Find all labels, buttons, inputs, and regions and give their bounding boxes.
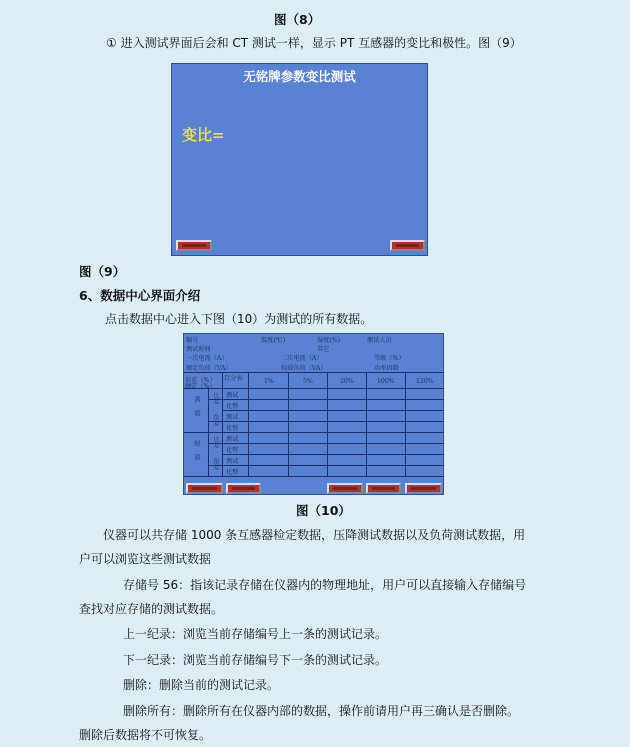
label-humidity: 湿度(%) xyxy=(317,337,341,344)
col-1: 1% xyxy=(264,378,274,385)
reduced-label: 化整 xyxy=(226,425,239,432)
table-line xyxy=(208,421,444,422)
percent-header: 百分表 xyxy=(224,375,243,382)
table-line xyxy=(222,410,444,411)
table-line xyxy=(208,443,444,444)
paragraph-storage-line1: 仪器可以共存储 1000 条互感器检定数据，压降测试数据以及负荷测试数据，用 xyxy=(103,528,526,542)
test-label: 测试 xyxy=(226,436,239,443)
table-line xyxy=(327,372,328,476)
label-temperature: 温度(℃) xyxy=(261,337,286,344)
label-grade: 等级（%） xyxy=(374,355,405,362)
delete-button[interactable] xyxy=(327,483,363,494)
screen-title: 无铭牌参数变比测试 xyxy=(243,69,356,84)
paragraph-storage-line2: 户可以浏览这些测试数据 xyxy=(79,552,212,566)
reduced-label: 化整 xyxy=(226,403,239,410)
paragraph-delete-all-line2: 删除后数据将不可恢复。 xyxy=(79,728,212,742)
label-light-load: 轻载负荷（VA） xyxy=(281,365,327,372)
section-heading: 6、数据中心界面介绍 xyxy=(79,288,201,303)
right-button[interactable] xyxy=(390,240,425,251)
angle-diff-label: 角差 xyxy=(212,414,219,427)
corner-top: 误差（%） xyxy=(185,377,216,384)
paragraph-store-number-line2: 查找对应存储的测试数据。 xyxy=(79,602,224,616)
test-label: 测试 xyxy=(226,414,239,421)
next-record-button[interactable] xyxy=(226,483,261,494)
step-text: ① 进入测试界面后会和 CT 测试一样，显示 PT 互感器的变比和极性。图（9） xyxy=(106,36,522,50)
table-line xyxy=(222,372,223,476)
delete-all-button[interactable] xyxy=(366,483,401,494)
return-button[interactable] xyxy=(405,483,442,494)
data-center-screen xyxy=(183,333,444,495)
paragraph-previous-record: 上一纪录：浏览当前存储编号上一条的测试记录。 xyxy=(123,627,388,641)
table-line xyxy=(222,454,444,455)
previous-record-button[interactable] xyxy=(186,483,223,494)
test-label: 测试 xyxy=(226,392,239,399)
col-20: 20% xyxy=(340,378,354,385)
col-100: 100% xyxy=(377,378,395,385)
paragraph-next-record: 下一纪录：浏览当前存储编号下一条的测试记录。 xyxy=(123,653,388,667)
label-number: 编号 xyxy=(186,337,199,344)
paragraph-delete-all-line1: 删除所有：删除所有在仪器内部的数据，操作前请用户再三确认是否删除。 xyxy=(123,704,520,718)
section-intro: 点击数据中心进入下图（10）为测试的所有数据。 xyxy=(105,312,373,326)
table-line xyxy=(288,372,289,476)
label-test-time: 测试时间 xyxy=(186,346,211,353)
label-power-factor: 功率因数 xyxy=(374,365,399,372)
figure-10-caption: 图（10） xyxy=(296,503,351,518)
corner-bottom: 额定（%） xyxy=(185,383,216,390)
full-load-label: 满载 xyxy=(193,396,200,425)
label-primary-current: 一次电流（A） xyxy=(186,355,228,362)
figure-8-caption: 图（8） xyxy=(274,12,321,27)
table-line xyxy=(208,388,209,476)
table-line xyxy=(366,372,367,476)
table-line xyxy=(405,372,406,476)
ratio-diff-label: 比差 xyxy=(212,392,219,405)
ratio-diff-label: 比差 xyxy=(212,436,219,449)
table-line xyxy=(248,372,249,476)
col-5: 5% xyxy=(303,378,313,385)
ratio-test-screen xyxy=(171,63,428,256)
table-line xyxy=(208,465,444,466)
table-line xyxy=(184,476,444,477)
label-secondary-current: 二次电流（A） xyxy=(281,355,323,362)
paragraph-delete: 删除：删除当前的测试记录。 xyxy=(123,678,280,692)
label-other: 其它 xyxy=(317,346,330,353)
test-label: 测试 xyxy=(226,458,239,465)
angle-diff-label: 角差 xyxy=(212,458,219,471)
reduced-label: 化整 xyxy=(226,469,239,476)
col-120: 120% xyxy=(416,378,434,385)
ratio-label: 变比= xyxy=(182,126,225,144)
figure-9-caption: 图（9） xyxy=(79,264,126,279)
reduced-label: 化整 xyxy=(226,447,239,454)
light-load-label: 轻载 xyxy=(193,440,200,469)
label-tester: 测试人员 xyxy=(367,337,392,344)
paragraph-store-number-line1: 存储号 56：指该记录存储在仪器内的物理地址，用户可以直接输入存储编号 xyxy=(123,578,527,592)
table-line xyxy=(208,399,444,400)
left-button[interactable] xyxy=(176,240,212,251)
label-rated-load: 额定负荷（VA） xyxy=(186,365,232,372)
